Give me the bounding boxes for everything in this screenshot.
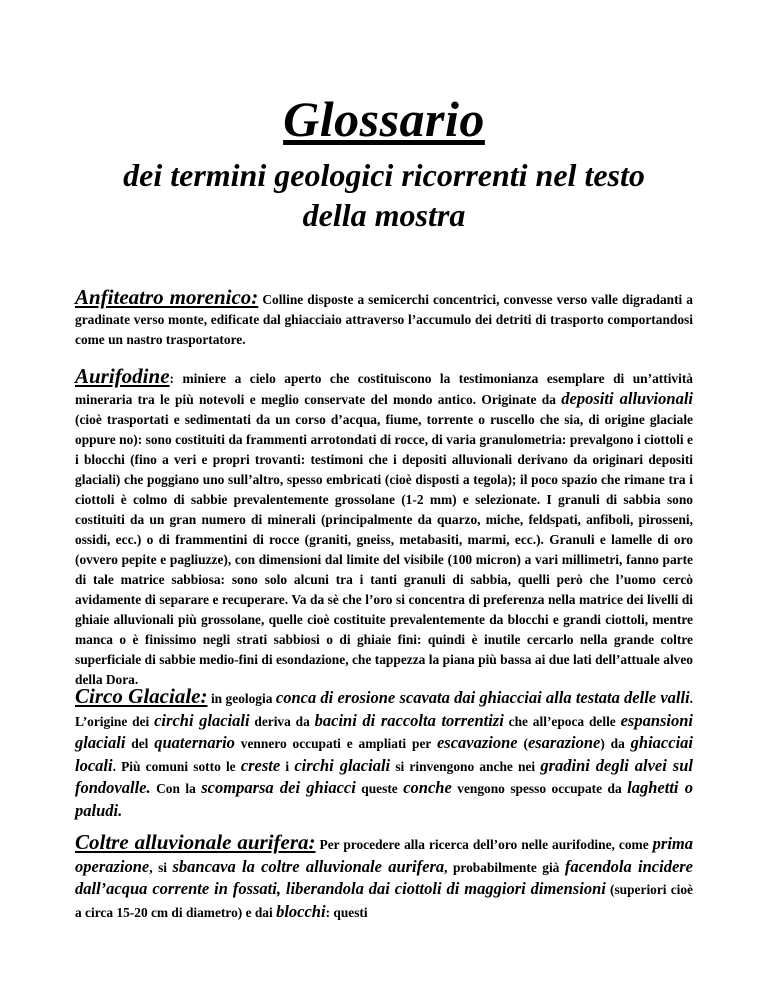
glossary-term: Circo Glaciale: xyxy=(75,684,208,708)
definition-text: queste xyxy=(355,781,404,796)
definition-text: (superiori cioè a circa 15-20 cm di diametro) e dai xyxy=(75,882,693,920)
definition-emphasis: circhi glaciali xyxy=(294,755,391,775)
definition-text: vennero occupati e ampliati per xyxy=(234,736,437,751)
definition-emphasis: creste xyxy=(240,755,281,775)
definition-text: deriva da xyxy=(249,713,315,729)
definition-text: vengono spesso occupate da xyxy=(451,781,628,796)
definition-emphasis: scomparsa dei ghiacci xyxy=(201,778,356,797)
glossary-definition: Colline disposte a semicerchi concentrici, convesse verso valle digradanti a gradinate verso monte, edificate dal ghiacciaio attraverso l’accumulo dei detriti di trasporto comportandosi come un nastro trasportatore. xyxy=(75,292,693,347)
page-title: Glossario xyxy=(283,91,485,147)
definition-emphasis: sbancava la coltre alluvionale aurifera xyxy=(172,856,445,876)
definition-text: i xyxy=(280,758,295,774)
definition-text: : questi xyxy=(325,904,368,920)
definition-text: . L’origine dei xyxy=(75,691,694,729)
definition-emphasis: escavazione xyxy=(436,733,518,752)
glossary-entry-circo-glaciale xyxy=(75,686,693,822)
definition-text: , probabilmente già xyxy=(444,859,565,875)
definition-emphasis: conche xyxy=(403,778,452,797)
glossary-term: Anfiteatro morenico: xyxy=(75,285,259,309)
definition-emphasis: facendola incidere dall’acqua corrente in fossati, liberandola dai ciottoli di maggiori dimensioni xyxy=(75,856,694,898)
definition-emphasis: bacini di raccolta torrentizi xyxy=(314,710,504,730)
glossary-term: Coltre alluvionale aurifera: xyxy=(75,830,316,854)
definition-text: che all’epoca delle xyxy=(503,713,621,729)
glossary-term: Aurifodine xyxy=(75,364,170,388)
page-subtitle xyxy=(0,155,768,235)
definition-emphasis: prima operazione xyxy=(75,834,693,876)
definition-emphasis: conca di erosione scavata dai ghiacciai alla testata delle valli xyxy=(275,688,690,707)
definition-text: del xyxy=(125,736,155,751)
definition-text: Con la xyxy=(150,781,202,796)
glossary-entry-coltre-alluvionale xyxy=(75,832,693,923)
subtitle-line-2: della mostra xyxy=(302,197,466,233)
definition-emphasis: quaternario xyxy=(154,733,235,752)
definition-emphasis: esarazione xyxy=(527,733,601,752)
definition-emphasis: blocchi xyxy=(276,901,326,921)
definition-text: . Più comuni sotto le xyxy=(112,758,241,774)
definition-text: (cioè trasportati e sedimentati da un corso d’acqua, fiume, torrente o ruscello che sia, di origine glaciale oppure no): sono costituiti da frammenti arrotondati di rocce, di varia granulometria: prevalgono i ciottoli e i blocchi (fino a veri e propri trovanti: testimoni che i depositi alluvionali derivano da originari depositi glaciali) che poggiano uno sull’altro, spesso embricati (cioè disposti a tegola); il poco spazio che rimane tra i ciottoli è colmo di sabbie prevalentemente grossolane (1-2 mm) e selezionate. I granuli di sabbia sono costituiti da un gran numero di minerali (principalmente da quarzo, miche, feldspati, anfiboli, pirosseni, ossidi, ecc.) o di frammentini di rocce (graniti, gneiss, metabasiti, marmi, ecc.). Granuli e lamelle di oro (ovvero pepite e pagliuzze), con dimensioni dal limite del visibile (100 micron) a vari millimetri, fanno parte di tale matrice sabbiosa: sono solo alcuni tra i tanti granuli di sabbia, quelli però che l’uomo cercò avidamente di separare e recuperare. Va da sè che l’oro si concentra di preferenza nella matrice dei livelli di ghiaie alluvionali più grossolane, quelle cioè costituite prevalentemente da blocchi e grandi ciottoli, mentre manca o è finissimo negli strati sabbiosi o di ghiaie fini: quindi è inutile cercarlo nella grande coltre superficiale di sabbie medio-fini di esondazione, che tappezza la piana più bassa ai due lati dell’attuale alveo della Dora. xyxy=(75,412,693,687)
subtitle-line-1: dei termini geologici ricorrenti nel testo xyxy=(123,157,645,193)
definition-emphasis: ghiacciai locali xyxy=(75,733,693,775)
definition-emphasis: laghetti o paludi. xyxy=(75,778,694,820)
definition-text: Per procedere alla ricerca dell’oro nelle aurifodine, come xyxy=(315,837,653,852)
definition-text: ( xyxy=(517,736,528,751)
definition-emphasis: gradini degli alvei sul fondovalle. xyxy=(75,755,693,797)
definition-text: : miniere a cielo aperto che costituiscono la testimonianza esemplare di un’attività mineraria tra le più notevoli e meglio conservate del mondo antico. Originate da xyxy=(75,371,693,407)
definition-text: si rinvengono anche nei xyxy=(390,758,541,774)
definition-emphasis: espansioni glaciali xyxy=(75,710,694,752)
definition-text: , si xyxy=(149,859,173,875)
definition-text: in geologia xyxy=(207,691,276,706)
glossary-entry-anfiteatro xyxy=(75,287,693,350)
definition-emphasis: depositi alluvionali xyxy=(561,389,693,408)
glossary-entry-aurifodine xyxy=(75,366,693,690)
definition-emphasis: circhi glaciali xyxy=(154,710,250,730)
definition-text: ) da xyxy=(600,736,631,751)
